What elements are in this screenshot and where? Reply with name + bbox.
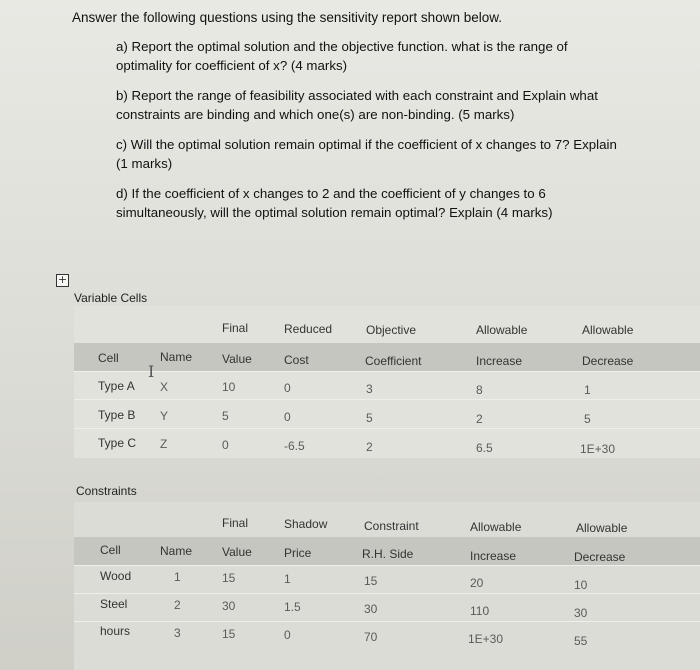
question-c bbox=[116, 135, 656, 173]
c-row1-cell: Wood bbox=[100, 569, 132, 583]
vc-header-increase: Increase bbox=[476, 354, 523, 368]
instructions-text: Answer the following questions using the sensitivity report shown below. bbox=[72, 10, 502, 25]
variable-cells-title: Variable Cells bbox=[74, 291, 148, 305]
vc-row3-name: Z bbox=[160, 437, 168, 451]
c-header-cell: Cell bbox=[100, 543, 121, 557]
c-row2-rhs: 30 bbox=[364, 602, 378, 616]
question-b-line1: b) Report the range of feasibility associated with each constraint and Explain what bbox=[116, 88, 598, 103]
question-b-line2: constraints are binding and which one(s) are non-binding. (5 marks) bbox=[116, 107, 515, 122]
c-header-name: Name bbox=[160, 544, 193, 558]
question-d bbox=[116, 184, 656, 222]
vc-row1-increase: 8 bbox=[476, 383, 483, 397]
vc-row2-decrease: 5 bbox=[584, 412, 591, 426]
vc-header-final: Final bbox=[222, 321, 249, 335]
question-d-line2: simultaneously, will the optimal solution remain optimal? Explain (4 marks) bbox=[116, 205, 553, 220]
c-header-decrease: Decrease bbox=[574, 550, 626, 564]
vc-row1-final: 10 bbox=[222, 380, 236, 394]
vc-row2-increase: 2 bbox=[476, 412, 483, 426]
c-row1-final: 15 bbox=[222, 571, 236, 585]
vc-row1-decrease: 1 bbox=[584, 383, 591, 397]
c-row2-shadow: 1.5 bbox=[284, 600, 301, 614]
c-row3-increase: 1E+30 bbox=[468, 632, 504, 646]
c-header-price: Price bbox=[284, 546, 312, 560]
question-d-line1: d) If the coefficient of x changes to 2 and the coefficient of y changes to 6 bbox=[116, 186, 546, 201]
question-c-line1: c) Will the optimal solution remain optimal if the coefficient of x changes to 7? Explain bbox=[116, 137, 617, 152]
vc-row3-increase: 6.5 bbox=[476, 441, 493, 455]
vc-row1-cell: Type A bbox=[98, 379, 135, 393]
c-row2-final: 30 bbox=[222, 599, 236, 613]
vc-header-decrease: Decrease bbox=[582, 354, 634, 368]
c-row2-increase: 110 bbox=[470, 604, 490, 618]
question-b bbox=[116, 86, 656, 124]
row-divider bbox=[74, 593, 700, 594]
row-divider bbox=[74, 371, 700, 372]
c-header-rh-side: R.H. Side bbox=[362, 547, 414, 561]
c-row3-cell: hours bbox=[100, 624, 131, 638]
vc-header-allowable-inc: Allowable bbox=[476, 323, 528, 337]
c-row1-decrease: 10 bbox=[574, 578, 588, 592]
vc-row2-final: 5 bbox=[222, 409, 229, 423]
c-header-allowable-inc: Allowable bbox=[470, 520, 522, 534]
question-a bbox=[116, 37, 656, 75]
question-a-line1: a) Report the optimal solution and the objective function. what is the range of bbox=[116, 39, 568, 54]
c-row1-increase: 20 bbox=[470, 576, 484, 590]
c-row2-name: 2 bbox=[174, 598, 181, 612]
c-row3-decrease: 55 bbox=[574, 634, 588, 648]
c-header-increase: Increase bbox=[470, 549, 517, 563]
question-c-line2: (1 marks) bbox=[116, 156, 173, 171]
vc-header-cost: Cost bbox=[284, 353, 309, 367]
vc-row1-name: X bbox=[160, 380, 169, 394]
vc-header-name: Name bbox=[160, 350, 193, 364]
expand-icon[interactable]: + bbox=[57, 273, 68, 286]
constraints-title: Constraints bbox=[76, 484, 137, 498]
vc-row3-objective: 2 bbox=[366, 440, 373, 454]
c-row3-rhs: 70 bbox=[364, 630, 378, 644]
vc-header-reduced: Reduced bbox=[284, 322, 333, 336]
c-header-shadow: Shadow bbox=[284, 517, 328, 531]
c-header-final: Final bbox=[222, 516, 249, 530]
c-row1-shadow: 1 bbox=[284, 572, 291, 586]
row-divider bbox=[74, 428, 700, 429]
c-header-value: Value bbox=[222, 545, 252, 559]
c-row1-rhs: 15 bbox=[364, 574, 378, 588]
vc-header-objective: Objective bbox=[366, 323, 417, 337]
c-row3-shadow: 0 bbox=[284, 628, 291, 642]
vc-header-cell: Cell bbox=[98, 351, 119, 365]
vc-row2-objective: 5 bbox=[366, 411, 373, 425]
vc-row1-reduced: 0 bbox=[284, 381, 291, 395]
c-row2-cell: Steel bbox=[100, 597, 128, 611]
vc-row2-name: Y bbox=[160, 409, 169, 423]
c-row1-name: 1 bbox=[174, 570, 181, 584]
vc-row3-final: 0 bbox=[222, 438, 229, 452]
c-row3-final: 15 bbox=[222, 627, 236, 641]
vc-row3-reduced: -6.5 bbox=[284, 439, 305, 453]
c-header-constraint: Constraint bbox=[364, 519, 419, 533]
vc-header-allowable-dec: Allowable bbox=[582, 323, 634, 337]
text-cursor-icon: I bbox=[148, 362, 155, 381]
question-a-line2: optimality for coefficient of x? (4 marks) bbox=[116, 58, 348, 73]
vc-header-coefficient: Coefficient bbox=[365, 354, 422, 368]
sensitivity-report bbox=[52, 268, 700, 670]
c-row3-name: 3 bbox=[174, 626, 181, 640]
row-divider bbox=[74, 565, 700, 566]
vc-row2-reduced: 0 bbox=[284, 410, 291, 424]
vc-header-value: Value bbox=[222, 352, 252, 366]
row-divider bbox=[74, 399, 700, 400]
vc-row3-cell: Type C bbox=[98, 436, 137, 450]
vc-row2-cell: Type B bbox=[98, 408, 136, 422]
c-header-allowable-dec: Allowable bbox=[576, 521, 628, 535]
c-row2-decrease: 30 bbox=[574, 606, 588, 620]
vc-row1-objective: 3 bbox=[366, 382, 373, 396]
row-divider bbox=[74, 621, 700, 622]
vc-row3-decrease: 1E+30 bbox=[580, 442, 616, 456]
